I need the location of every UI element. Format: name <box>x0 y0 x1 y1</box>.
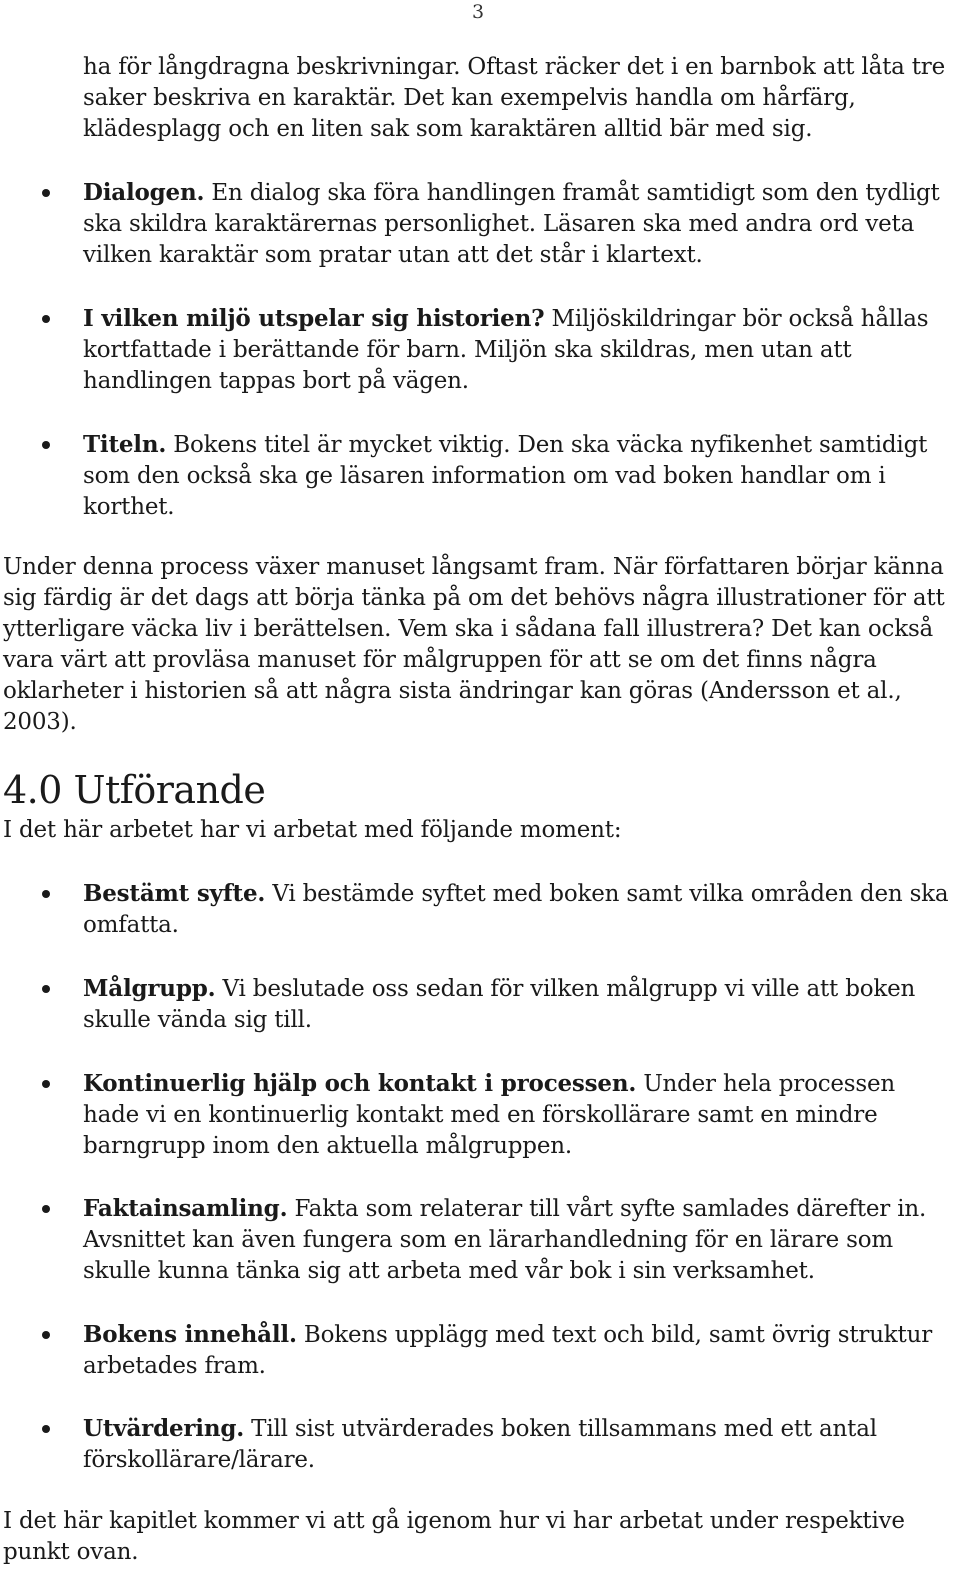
section-intro: I det här arbetet har vi arbetat med följande moment: <box>3 817 622 843</box>
list-item-text: Fakta som relaterar till vårt syfte samlades därefter in. Avsnittet kan även fungera som en lärarhandledning för en lärare som skulle kunna tänka sig att arbeta med vår bok i sin verksamhet. <box>83 1196 927 1284</box>
body-paragraph: Under denna process växer manuset långsamt fram. När författaren börjar känna sig färdig är det dags att börja tänka på om det behövs några illustrationer för att ytterligare väcka liv i berättelsen. Vem ska i sådana fall illustrera? Det kan också vara värt att provläsa manuset för målgruppen för att se om det finns några oklarheter i historien så att några sista ändringar kan göras (Andersson et al., 2003). <box>3 554 945 735</box>
list-item <box>0 1413 960 1476</box>
list-item-term: Kontinuerlig hjälp och kontakt i processen. <box>83 1070 637 1097</box>
page-number: 3 <box>472 1 484 23</box>
list-item <box>0 429 960 523</box>
list-item-term: Faktainsamling. <box>83 1195 288 1222</box>
list-item <box>0 1068 960 1162</box>
list-item-text: Miljöskildringar bör också hållas kortfattade i berättande för barn. Miljön ska skildras, men utan att handlingen tappas bort på vägen. <box>83 306 929 394</box>
list-item <box>0 1319 960 1382</box>
continuation-text: ha för långdragna beskrivningar. Oftast räcker det i en barnbok att låta tre saker beskriva en karaktär. Det kan exempelvis handla om hårfärg, klädesplagg och en liten sak som karaktären alltid bär med sig. <box>83 54 945 142</box>
list-item-text: Bokens upplägg med text och bild, samt övrig struktur arbetades fram. <box>83 1322 932 1379</box>
list-item-text: Bokens titel är mycket viktig. Den ska väcka nyfikenhet samtidigt som den också ska ge läsaren information om vad boken handlar om i korthet. <box>83 432 928 520</box>
list-item-term: Dialogen. <box>83 179 205 206</box>
section-heading: 4.0 Utförande <box>3 768 266 812</box>
closing-paragraph: I det här kapitlet kommer vi att gå igenom hur vi har arbetat under respektive punkt ovan. <box>3 1508 905 1565</box>
list-item <box>0 303 960 397</box>
bullet-icon <box>42 441 50 449</box>
bullet-icon <box>42 1425 50 1433</box>
list-item-text: Vi beslutade oss sedan för vilken målgrupp vi ville att boken skulle vända sig till. <box>83 976 916 1033</box>
bullet-icon <box>42 985 50 993</box>
bullet-icon <box>42 1080 50 1088</box>
list-item <box>0 973 960 1036</box>
list-item-term: Bestämt syfte. <box>83 880 266 907</box>
bullet-icon <box>42 890 50 898</box>
list-item <box>0 1193 960 1287</box>
bullet-icon <box>42 1331 50 1339</box>
list-item-text: Under hela processen hade vi en kontinuerlig kontakt med en förskollärare samt en mindre barngrupp inom den aktuella målgruppen. <box>83 1071 896 1159</box>
list-item <box>0 177 960 271</box>
list-item-term: I vilken miljö utspelar sig historien? <box>83 305 545 332</box>
list-item-term: Målgrupp. <box>83 975 216 1002</box>
list-item-text: Vi bestämde syftet med boken samt vilka områden den ska omfatta. <box>83 881 949 938</box>
list-item-text: En dialog ska föra handlingen framåt samtidigt som den tydligt ska skildra karaktärernas personlighet. Läsaren ska med andra ord veta vilken karaktär som pratar utan att det står i klartext. <box>83 180 940 268</box>
list-item-term: Titeln. <box>83 431 167 458</box>
bullet-icon <box>42 189 50 197</box>
list-item-text: Till sist utvärderades boken tillsammans med ett antal förskollärare/lärare. <box>83 1416 877 1473</box>
list-item-term: Bokens innehåll. <box>83 1321 297 1348</box>
list-item <box>0 878 960 941</box>
list-item-term: Utvärdering. <box>83 1415 245 1442</box>
bullet-icon <box>42 1205 50 1213</box>
bullet-icon <box>42 315 50 323</box>
